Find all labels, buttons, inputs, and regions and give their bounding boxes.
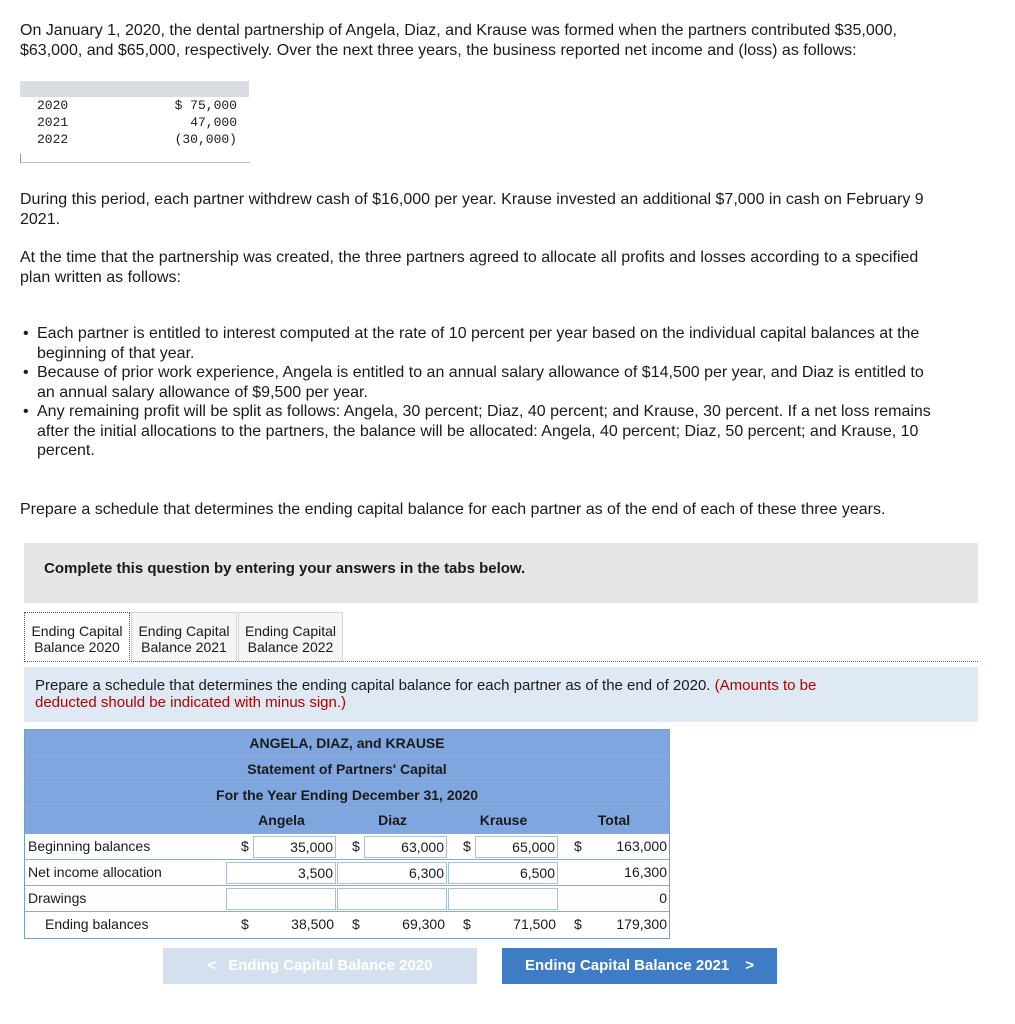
intro-line: $63,000, and $65,000, respectively. Over the next three years, the business reported net income and (loss) as follows: [20, 41, 857, 59]
diaz-ending-value: 69,300 [402, 916, 445, 932]
tab-label-line: Balance 2022 [247, 639, 334, 655]
total-beginning-value: 163,000 [616, 838, 667, 854]
income-amount: (30,000) [174, 132, 237, 147]
rule-line: • Because of prior work experience, Angela is entitled to an annual salary allowance of $14,500 per year, and Diaz is entitled to [37, 364, 924, 381]
angela-beginning-input[interactable]: 35,000 [253, 836, 336, 858]
currency-symbol: $ [574, 916, 582, 932]
allocation-rules-list [20, 324, 1015, 461]
instruction-note: deducted should be indicated with minus sign.) [35, 694, 347, 711]
column-header-row [25, 808, 669, 834]
income-table-header [20, 81, 249, 97]
statement-title: ANGELA, DIAZ, and KRAUSE [25, 730, 669, 756]
next-tab-button[interactable] [502, 948, 777, 984]
income-row [20, 114, 249, 131]
rule-line: beginning of that year. [37, 344, 195, 362]
statement-subtitle: Statement of Partners' Capital [25, 756, 669, 782]
total-net-income-value: 16,300 [624, 864, 667, 880]
agreement-line: At the time that the partnership was created, the three partners agreed to allocate all profits and losses according to a specified [20, 249, 919, 266]
rule-line: after the initial allocations to the partners, the balance will be allocated: Angela, 40 percent; Diaz, 50 percent; and Krause, 10 [37, 422, 919, 440]
tab-label-line: Balance 2020 [34, 639, 120, 655]
income-amount: $ 75,000 [174, 98, 237, 113]
table-row-net-income [25, 860, 669, 886]
period-line: During this period, each partner withdrew cash of $16,000 per year. Krause invested an additional $7,000 in cash on February 9 [20, 191, 924, 208]
diaz-net-income-input[interactable]: 6,300 [337, 862, 447, 884]
row-label: Beginning balances [28, 838, 151, 854]
income-row [20, 131, 249, 148]
row-label: Net income allocation [28, 864, 162, 880]
rule-line: an annual salary allowance of $9,500 per year. [37, 383, 368, 401]
krause-drawings-input[interactable] [448, 888, 558, 910]
chevron-right-icon: > [745, 957, 754, 974]
total-ending-value: 179,300 [616, 916, 667, 932]
krause-beginning-input[interactable]: 65,000 [475, 836, 558, 858]
tab-label-line: Ending Capital [244, 623, 337, 639]
krause-ending-value: 71,500 [513, 916, 556, 932]
intro-paragraph [20, 21, 897, 60]
rule-item [20, 402, 1015, 461]
income-year: 2021 [37, 115, 69, 130]
currency-symbol: $ [463, 838, 471, 854]
tab-ending-capital-2020[interactable] [24, 612, 130, 662]
intro-line: On January 1, 2020, the dental partnership of Angela, Diaz, and Krause was formed when the partners contributed $35,000, [20, 22, 897, 39]
currency-symbol: $ [463, 916, 471, 932]
rule-line: • Any remaining profit will be split as follows: Angela, 30 percent; Diaz, 40 percent; and Krause, 30 percent. If a net loss remains [37, 403, 931, 420]
currency-symbol: $ [241, 916, 249, 932]
rule-item [20, 363, 1015, 402]
income-amount: 47,000 [190, 115, 237, 130]
previous-tab-label: Ending Capital Balance 2020 [228, 957, 433, 974]
currency-symbol: $ [241, 838, 249, 854]
instruction-note: (Amounts to be [714, 677, 817, 694]
currency-symbol: $ [352, 916, 360, 932]
statement-period: For the Year Ending December 31, 2020 [25, 782, 669, 808]
chevron-left-icon: < [207, 957, 217, 974]
table-row-ending [25, 912, 669, 938]
rule-line: • Each partner is entitled to interest computed at the rate of 10 percent per year based on the individual capital balances at the [37, 325, 920, 342]
table-row-beginning [25, 834, 669, 860]
income-year: 2020 [37, 98, 69, 113]
row-label: Ending balances [45, 916, 149, 932]
tab-label-line: Ending Capital [31, 623, 123, 639]
tab-divider [24, 661, 978, 663]
tab-label-line: Balance 2021 [141, 639, 227, 655]
table-row-drawings [25, 886, 669, 912]
period-paragraph [20, 190, 924, 229]
period-line: 2021. [20, 210, 61, 228]
tab-label-line: Ending Capital [138, 623, 230, 639]
income-year: 2022 [37, 132, 69, 147]
total-drawings-value: 0 [659, 890, 667, 906]
diaz-drawings-input[interactable] [337, 888, 447, 910]
row-label: Drawings [28, 890, 87, 906]
column-header-total: Total [597, 812, 631, 828]
angela-ending-value: 38,500 [291, 916, 334, 932]
rule-item [20, 324, 1015, 363]
tab-ending-capital-2022[interactable] [238, 612, 343, 662]
angela-net-income-input[interactable]: 3,500 [226, 862, 336, 884]
krause-net-income-input[interactable]: 6,500 [448, 862, 558, 884]
column-header-krause: Krause [479, 812, 528, 828]
rule-line: percent. [37, 442, 95, 459]
banner-text: Complete this question by entering your answers in the tabs below. [44, 560, 526, 577]
tab-ending-capital-2021[interactable] [131, 612, 237, 662]
column-header-angela: Angela [258, 812, 305, 828]
task-text: Prepare a schedule that determines the ending capital balance for each partner as of the end of each of these three years. [20, 501, 886, 518]
next-tab-label: Ending Capital Balance 2021 [524, 957, 730, 974]
partners-capital-statement [24, 729, 670, 939]
previous-tab-button[interactable] [163, 948, 477, 984]
agreement-paragraph [20, 248, 918, 287]
currency-symbol: $ [574, 838, 582, 854]
currency-symbol: $ [352, 838, 360, 854]
column-header-diaz: Diaz [378, 812, 407, 828]
income-row [20, 97, 249, 114]
income-table-footer [20, 154, 250, 163]
tab-instruction [24, 667, 978, 722]
diaz-beginning-input[interactable]: 63,000 [364, 836, 447, 858]
angela-drawings-input[interactable] [226, 888, 336, 910]
instructions-banner [24, 543, 978, 603]
agreement-line: plan written as follows: [20, 268, 181, 286]
instruction-text: Prepare a schedule that determines the ending capital balance for each partner as of the end of 2020. [35, 677, 711, 694]
